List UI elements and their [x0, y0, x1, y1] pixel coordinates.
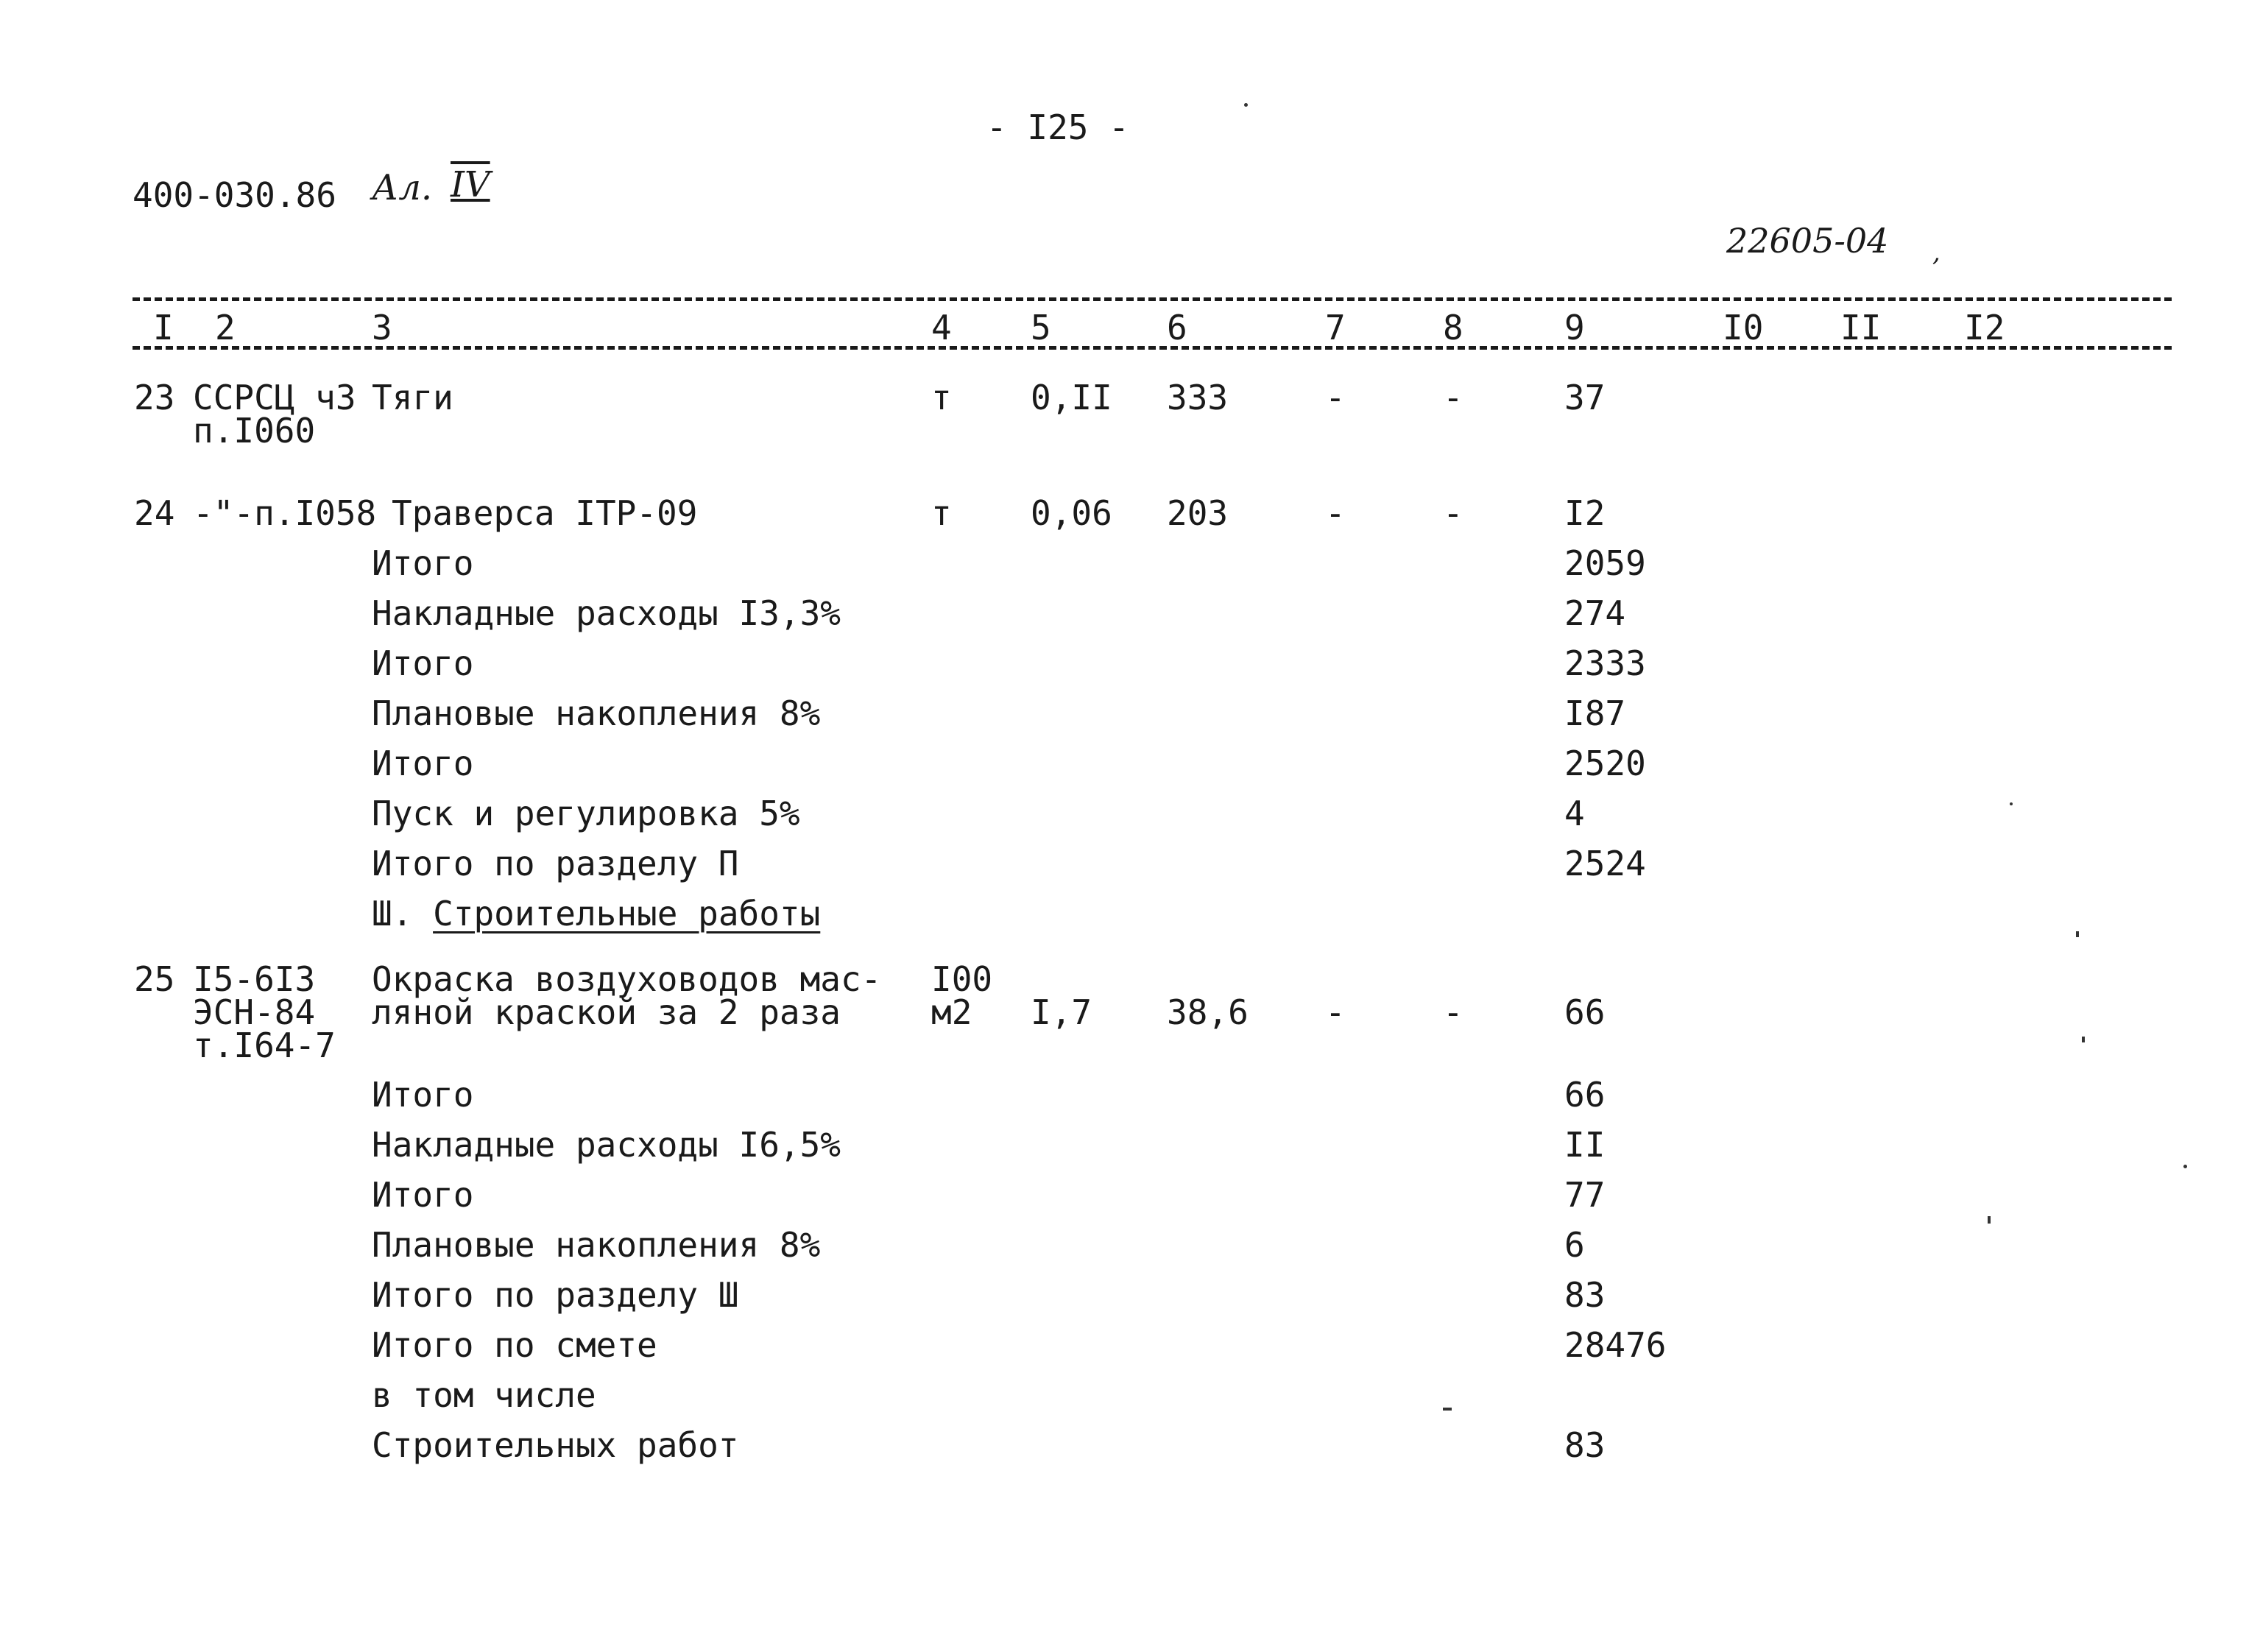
summary-label: Накладные расходы I3,3% — [372, 593, 841, 633]
row-code: т.I64-7 — [193, 1026, 336, 1065]
col-header-2: 2 — [215, 308, 236, 347]
summary-label: Итого по смете — [372, 1325, 657, 1365]
summary-label: Итого — [372, 1175, 474, 1215]
summary-value: 6 — [1564, 1225, 1585, 1265]
summary-value: 4 — [1564, 794, 1585, 833]
row-code: ЭСН-84 — [193, 992, 316, 1032]
summary-value: 2520 — [1564, 744, 1646, 783]
scan-speck — [1244, 103, 1248, 107]
col-header-5: 5 — [1031, 308, 1051, 347]
col-header-6: 6 — [1167, 308, 1187, 347]
row-code: -"-п.I058 — [193, 493, 377, 533]
summary-value: 83 — [1564, 1425, 1606, 1465]
summary-label: Итого — [372, 643, 474, 683]
summary-label: Итого — [372, 744, 474, 783]
summary-value: 28476 — [1564, 1325, 1667, 1365]
sheet-label: Ал. — [372, 167, 433, 208]
summary-value: 274 — [1564, 593, 1626, 633]
row-col7: - — [1325, 378, 1346, 417]
row-quantity: 0,II — [1031, 378, 1112, 417]
section-prefix: Ш. — [372, 894, 413, 933]
row-col8: - — [1443, 992, 1463, 1032]
row-name: Траверса ITP-09 — [392, 493, 698, 533]
row-number: 23 — [134, 378, 175, 417]
col-header-7: 7 — [1325, 308, 1346, 347]
row-col9: 37 — [1564, 378, 1606, 417]
summary-label: Накладные расходы I6,5% — [372, 1125, 841, 1165]
col-header-11: II — [1840, 308, 1882, 347]
row-quantity: 0,06 — [1031, 493, 1112, 533]
row-unit: т — [931, 493, 952, 533]
summary-label: Итого — [372, 543, 474, 583]
row-code: ССРСЦ ч3 — [193, 378, 356, 417]
col-header-9: 9 — [1564, 308, 1585, 347]
row-unit: I00 — [931, 959, 993, 999]
row-price: 333 — [1167, 378, 1229, 417]
row-name: ляной краской за 2 раза — [372, 992, 841, 1032]
scan-speck — [2183, 1165, 2187, 1168]
row-price: 203 — [1167, 493, 1229, 533]
summary-value: II — [1564, 1125, 1606, 1165]
summary-label: Плановые накопления 8% — [372, 1225, 821, 1265]
col-header-1: I — [153, 308, 174, 347]
col-header-4: 4 — [931, 308, 952, 347]
row-col8: - — [1443, 493, 1463, 533]
handwritten-mark: , — [1932, 238, 1941, 267]
row-number: 24 — [134, 493, 175, 533]
document-code: 400-030.86 — [133, 175, 336, 215]
row-name: Тяги — [372, 378, 453, 417]
row-unit: м2 — [931, 992, 972, 1032]
summary-label: в том числе — [372, 1375, 596, 1415]
summary-label: Строительных работ — [372, 1425, 739, 1465]
scan-speck — [2082, 1037, 2085, 1042]
col-header-12: I2 — [1964, 308, 2005, 347]
summary-value: 77 — [1564, 1175, 1606, 1215]
header-rule-top — [133, 297, 2172, 301]
summary-label: Итого — [372, 1075, 474, 1115]
scan-speck — [1443, 1408, 1452, 1411]
row-col9: 66 — [1564, 992, 1606, 1032]
row-col7: - — [1325, 493, 1346, 533]
row-code: I5-6I3 — [193, 959, 316, 999]
summary-value: I87 — [1564, 693, 1626, 733]
row-number: 25 — [134, 959, 175, 999]
scan-speck — [2010, 802, 2013, 805]
scan-speck — [2076, 931, 2079, 937]
col-header-10: I0 — [1723, 308, 1764, 347]
row-quantity: I,7 — [1031, 992, 1092, 1032]
row-name: Окраска воздуховодов мас- — [372, 959, 882, 999]
row-col8: - — [1443, 378, 1463, 417]
summary-value: 2059 — [1564, 543, 1646, 583]
row-col9: I2 — [1564, 493, 1606, 533]
section-heading — [372, 895, 820, 932]
summary-value: 2333 — [1564, 643, 1646, 683]
page-number: - I25 - — [986, 107, 1129, 147]
section-title: Строительные работы — [433, 894, 821, 933]
summary-value: 66 — [1564, 1075, 1606, 1115]
row-unit: т — [931, 378, 952, 417]
col-header-8: 8 — [1443, 308, 1463, 347]
summary-label: Пуск и регулировка 5% — [372, 794, 800, 833]
scan-speck — [1988, 1216, 1991, 1224]
summary-label: Итого по разделу П — [372, 844, 739, 883]
summary-value: 2524 — [1564, 844, 1646, 883]
sheet-roman: IV — [451, 164, 490, 205]
row-price: 38,6 — [1167, 992, 1249, 1032]
summary-label: Плановые накопления 8% — [372, 693, 821, 733]
summary-label: Итого по разделу Ш — [372, 1275, 739, 1315]
handwritten-code: 22605-04 — [1726, 221, 1889, 261]
summary-value: 83 — [1564, 1275, 1606, 1315]
row-code: п.I060 — [193, 411, 316, 451]
col-header-3: 3 — [372, 308, 392, 347]
row-col7: - — [1325, 992, 1346, 1032]
